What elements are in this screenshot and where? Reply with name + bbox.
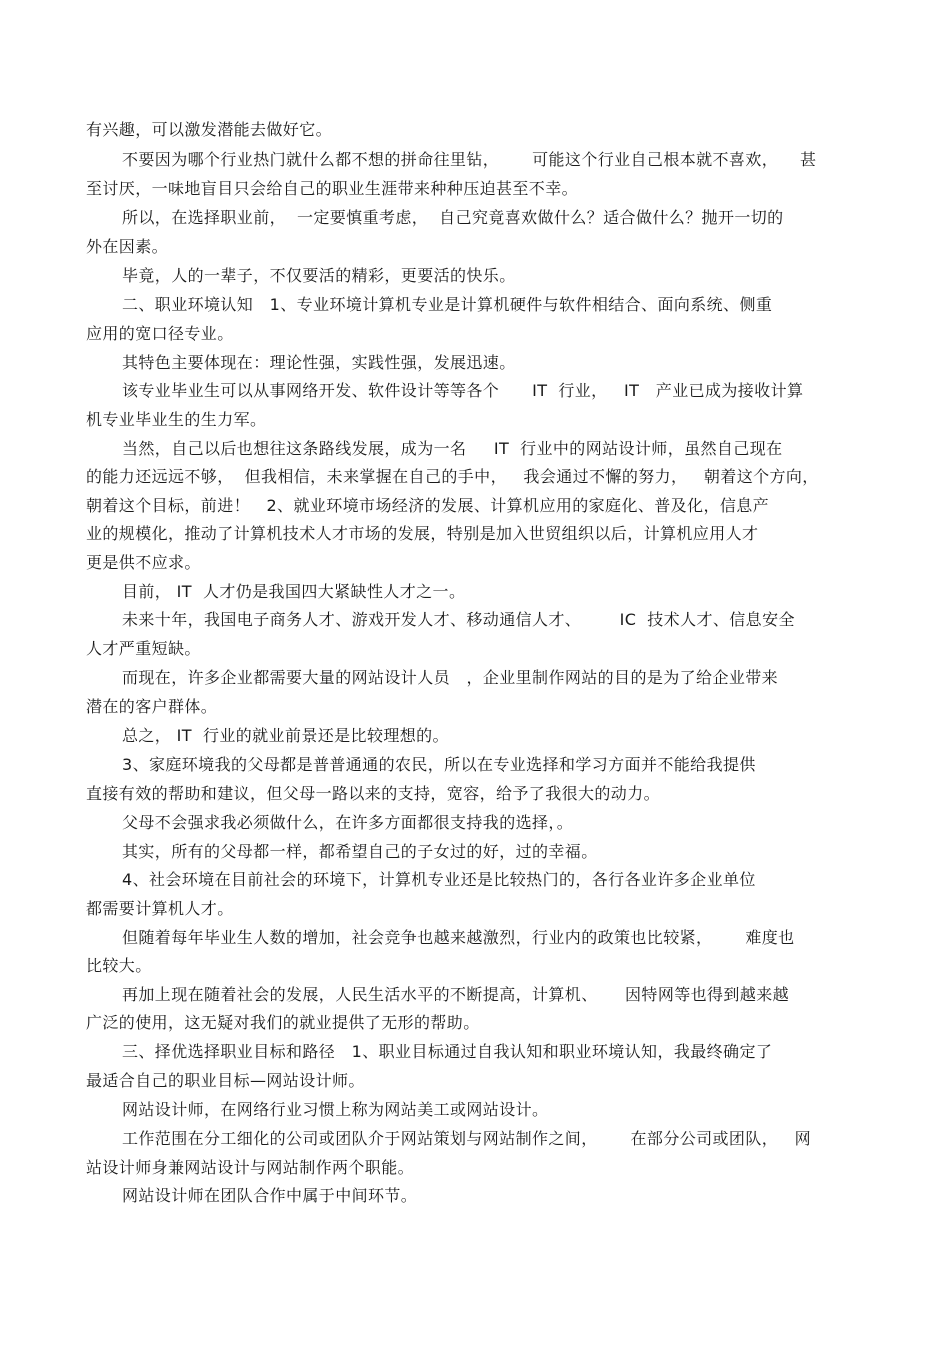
text-line: 但随着每年毕业生人数的增加，社会竞争也越来越激烈，行业内的政策也比较紧， 难度也 bbox=[122, 928, 795, 947]
text-line: 朝着这个目标，前进！ 2、就业环境市场经济的发展、计算机应用的家庭化、普及化，信息产 bbox=[86, 496, 770, 515]
text-line: 而现在，许多企业都需要大量的网站设计人员 ，企业里制作网站的目的是为了给企业带来 bbox=[122, 668, 779, 687]
text-line: 更是供不应求。 bbox=[86, 553, 201, 572]
text-line: 目前， IT 人才仍是我国四大紧缺性人才之一。 bbox=[122, 582, 466, 601]
text-line: 二、职业环境认知 1、专业环境计算机专业是计算机硬件与软件相结合、面向系统、侧重 bbox=[122, 295, 773, 314]
text-line: 3、家庭环境我的父母都是普普通通的农民，所以在专业选择和学习方面并不能给我提供 bbox=[122, 755, 756, 774]
text-line: 直接有效的帮助和建议，但父母一路以来的支持，宽容，给予了我很大的动力。 bbox=[86, 784, 661, 803]
text-line: 应用的宽口径专业。 bbox=[86, 324, 234, 343]
text-line: 站设计师身兼网站设计与网站制作两个职能。 bbox=[86, 1158, 415, 1177]
text-line: 业的规模化，推动了计算机技术人才市场的发展，特别是加入世贸组织以后，计算机应用人才 bbox=[86, 524, 759, 543]
text-line: 有兴趣，可以激发潜能去做好它。 bbox=[86, 120, 333, 139]
text-line: 三、择优选择职业目标和路径 1、职业目标通过自我认知和职业环境认知，我最终确定了 bbox=[122, 1042, 773, 1061]
text-line: 工作范围在分工细化的公司或团队介于网站策划与网站制作之间， 在部分公司或团队， 网 bbox=[122, 1129, 811, 1148]
text-line: 所以，在选择职业前， 一定要慎重考虑， 自己究竟喜欢做什么？适合做什么？抛开一切的 bbox=[122, 208, 784, 227]
text-line: 其实，所有的父母都一样，都希望自己的子女过的好，过的幸福。 bbox=[122, 842, 598, 861]
text-line: 该专业毕业生可以从事网络开发、软件设计等等各个 IT 行业， IT 产业已成为接收计算 bbox=[122, 381, 804, 400]
text-line: 都需要计算机人才。 bbox=[86, 899, 234, 918]
text-line: 再加上现在随着社会的发展，人民生活水平的不断提高，计算机、 因特网等也得到越来越 bbox=[122, 985, 790, 1004]
text-line: 比较大。 bbox=[86, 956, 152, 975]
text-line: 人才严重短缺。 bbox=[86, 639, 201, 658]
text-line: 当然，自己以后也想往这条路线发展，成为一名 IT 行业中的网站设计师，虽然自己现在 bbox=[122, 439, 783, 458]
text-line: 至讨厌，一味地盲目只会给自己的职业生涯带来种种压迫甚至不幸。 bbox=[86, 179, 579, 198]
text-line: 网站设计师，在网络行业习惯上称为网站美工或网站设计。 bbox=[122, 1100, 549, 1119]
text-line: 广泛的使用，这无疑对我们的就业提供了无形的帮助。 bbox=[86, 1013, 480, 1032]
text-line: 其特色主要体现在：理论性强，实践性强，发展迅速。 bbox=[122, 353, 516, 372]
text-line: 毕竟，人的一辈子，不仅要活的精彩，更要活的快乐。 bbox=[122, 266, 516, 285]
text-line: 的能力还远远不够， 但我相信，未来掌握在自己的手中， 我会通过不懈的努力， 朝着这个方向， bbox=[86, 467, 819, 486]
text-line: 机专业毕业生的生力军。 bbox=[86, 410, 267, 429]
text-line: 父母不会强求我必须做什么，在许多方面都很支持我的选择，。 bbox=[122, 813, 574, 832]
text-line: 4、社会环境在目前社会的环境下，计算机专业还是比较热门的，各行各业许多企业单位 bbox=[122, 870, 756, 889]
text-line: 外在因素。 bbox=[86, 237, 169, 256]
text-line: 网站设计师在团队合作中属于中间环节。 bbox=[122, 1186, 418, 1205]
text-line: 总之， IT 行业的就业前景还是比较理想的。 bbox=[122, 726, 449, 745]
text-line: 潜在的客户群体。 bbox=[86, 697, 218, 716]
text-line: 不要因为哪个行业热门就什么都不想的拼命往里钻， 可能这个行业自己根本就不喜欢， 甚 bbox=[122, 150, 817, 169]
text-line: 未来十年，我国电子商务人才、游戏开发人才、移动通信人才、 IC 技术人才、信息安全 bbox=[122, 610, 795, 629]
text-line: 最适合自己的职业目标—网站设计师。 bbox=[86, 1071, 365, 1090]
